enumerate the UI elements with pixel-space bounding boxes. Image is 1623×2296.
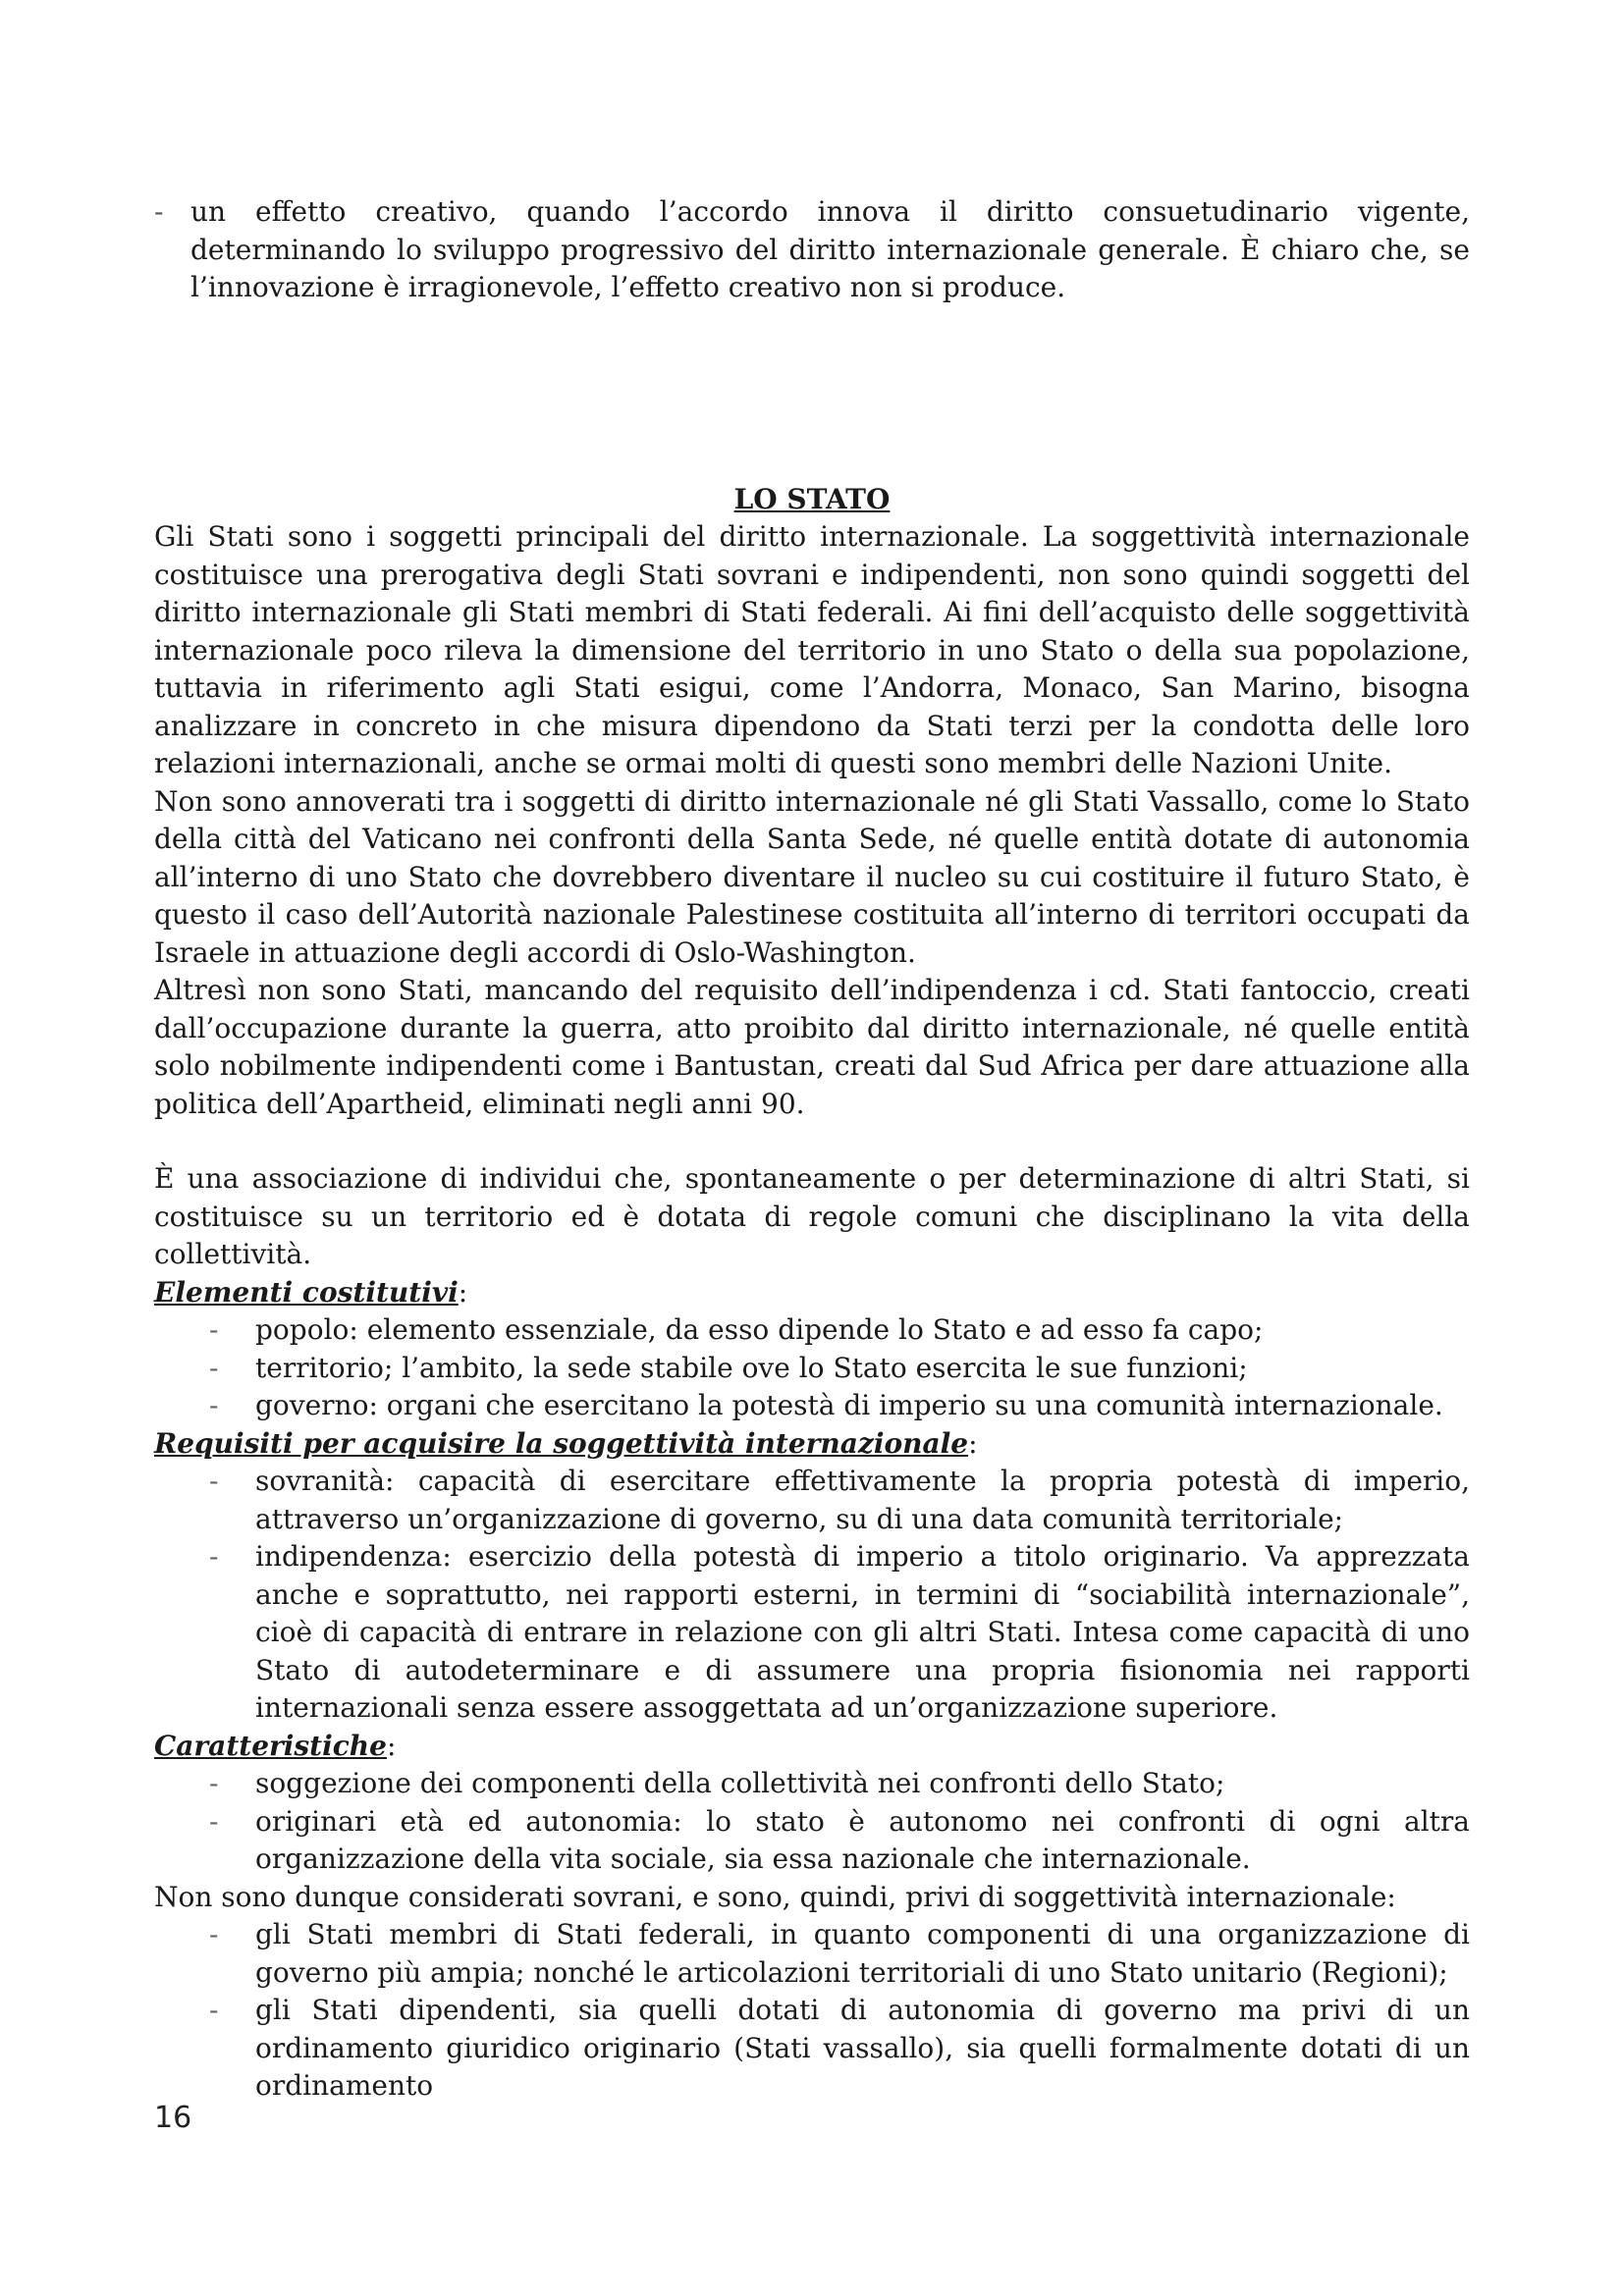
list-item-text: governo: organi che esercitano la potestà di imperio su una comunità internazionale. [255, 1389, 1443, 1421]
caratteristiche-list [154, 1765, 1470, 1879]
section-title: LO STATO [733, 482, 891, 515]
paragraph-4: È una associazione di individui che, spontaneamente o per determinazione di altri Stati, si costituisce su un territorio ed è dotata di regole comuni che disciplinano la vita della collettività. [154, 1162, 1470, 1270]
caratteristiche-heading-line: Caratteristiche: [154, 1729, 397, 1762]
list-item [154, 1916, 1470, 1992]
list-item-text: soggezione dei componenti della collettività nei confronti dello Stato; [255, 1767, 1225, 1799]
elementi-heading-line: Elementi costitutivi: [154, 1275, 468, 1308]
intro-item-text: un effetto creativo, quando l’accordo innova il diritto consuetudinario vigente, determinando lo sviluppo progressivo del diritto internazionale generale. È chiaro che, se l’innovazione è irragionevole, l’effetto creativo non si produce. [190, 195, 1470, 303]
list-item-text: sovranità: capacità di esercitare effettivamente la propria potestà di imperio, attraverso un’organizzazione di governo, su di una data comunità territoriale; [255, 1465, 1470, 1535]
list-item [154, 1538, 1470, 1728]
list-item [154, 1803, 1470, 1879]
requisiti-heading-line: Requisiti per acquisire la soggettività internazionale: [154, 1426, 978, 1460]
dash-bullet: - [209, 1767, 219, 1799]
paragraph-2: Non sono annoverati tra i soggetti di diritto internazionale né gli Stati Vassallo, come lo Stato della città del Vaticano nei confronti della Santa Sede, né quelle entità dotate di autonomia all’interno di uno Stato che dovrebbero diventare il nucleo su cui costituire il futuro Stato, è questo il caso dell’Autorità nazionale Palestinese costituita all’interno di territori occupati da Israele in attuazione degli accordi di Oslo-Washington. [154, 784, 1470, 969]
dash-bullet: - [209, 1313, 219, 1346]
elementi-heading: Elementi costitutivi [154, 1275, 459, 1308]
dash-bullet: - [209, 1389, 219, 1421]
page-content [154, 193, 1470, 2106]
paragraph-gap [154, 1123, 1470, 1160]
non-sovrani-list [154, 1916, 1470, 2106]
dash-bullet: - [209, 1918, 219, 1950]
dash-bullet: - [209, 1351, 219, 1384]
list-item-text: gli Stati dipendenti, sia quelli dotati di autonomia di governo ma privi di un ordinamento giuridico originario (Stati vassallo), sia quelli formalmente dotati di un ordinamento [255, 1994, 1470, 2102]
page-number: 16 [154, 2101, 192, 2135]
dash-bullet: - [154, 195, 164, 228]
list-item-text: originari età ed autonomia: lo stato è autonomo nei confronti di ogni altra organizzazione della vita sociale, sia essa nazionale che internazionale. [255, 1804, 1470, 1875]
list-item [154, 1992, 1470, 2106]
paragraph-3: Altresì non sono Stati, mancando del requisito dell’indipendenza i cd. Stati fantoccio, creati dall’occupazione durante la guerra, atto proibito dal diritto internazionale, né quelle entità solo nobilmente indipendenti come i Bantustan, creati dal Sud Africa per dare attuazione alla politica dell’Apartheid, eliminati negli anni 90. [154, 974, 1470, 1120]
section-gap [154, 307, 1470, 481]
list-item-text: territorio; l’ambito, la sede stabile ove lo Stato esercita le sue funzioni; [255, 1351, 1248, 1384]
requisiti-heading: Requisiti per acquisire la soggettività internazionale [154, 1426, 969, 1460]
intro-list-item [154, 193, 1470, 307]
list-item [154, 1311, 1470, 1350]
list-item [154, 1387, 1470, 1425]
list-item-text: indipendenza: esercizio della potestà di imperio a titolo originario. Va apprezzata anche e soprattutto, nei rapporti esterni, in termini di “sociabilità internazionale”, cioè di capacità di entrare in relazione con gli altri Stati. Intesa come capacità di uno Stato di autodeterminare e di assumere una propria fisionomia nei rapporti internazionali senza essere assoggettata ad un’organizzazione superiore. [255, 1540, 1470, 1724]
list-item-text: gli Stati membri di Stati federali, in quanto componenti di una organizzazione di governo più ampia; nonché le articolazioni territoriali di uno Stato unitario (Regioni); [255, 1918, 1470, 1989]
elementi-list [154, 1311, 1470, 1425]
paragraph-1: Gli Stati sono i soggetti principali del diritto internazionale. La soggettività internazionale costituisce una prerogativa degli Stati sovrani e indipendenti, non sono quindi soggetti del diritto internazionale gli Stati membri di Stati federali. Ai fini dell’acquisto delle soggettività internazionale poco rileva la dimensione del territorio in uno Stato o della sua popolazione, tuttavia in riferimento agli Stati esigui, come l’Andorra, Monaco, San Marino, bisogna analizzare in concreto in che misura dipendono da Stati terzi per la condotta delle loro relazioni internazionali, anche se ormai molti di questi sono membri delle Nazioni Unite. [154, 520, 1470, 779]
dash-bullet: - [209, 1540, 219, 1573]
list-item [154, 1463, 1470, 1538]
caratteristiche-heading: Caratteristiche [154, 1729, 387, 1762]
list-item [154, 1350, 1470, 1388]
requisiti-list [154, 1463, 1470, 1728]
non-sovrani-intro: Non sono dunque considerati sovrani, e sono, quindi, privi di soggettività internazionale: [154, 1880, 1396, 1913]
list-item [154, 1765, 1470, 1803]
list-item-text: popolo: elemento essenziale, da esso dipende lo Stato e ad esso fa capo; [255, 1313, 1264, 1346]
dash-bullet: - [209, 1465, 219, 1497]
dash-bullet: - [209, 1994, 219, 2026]
dash-bullet: - [209, 1804, 219, 1838]
